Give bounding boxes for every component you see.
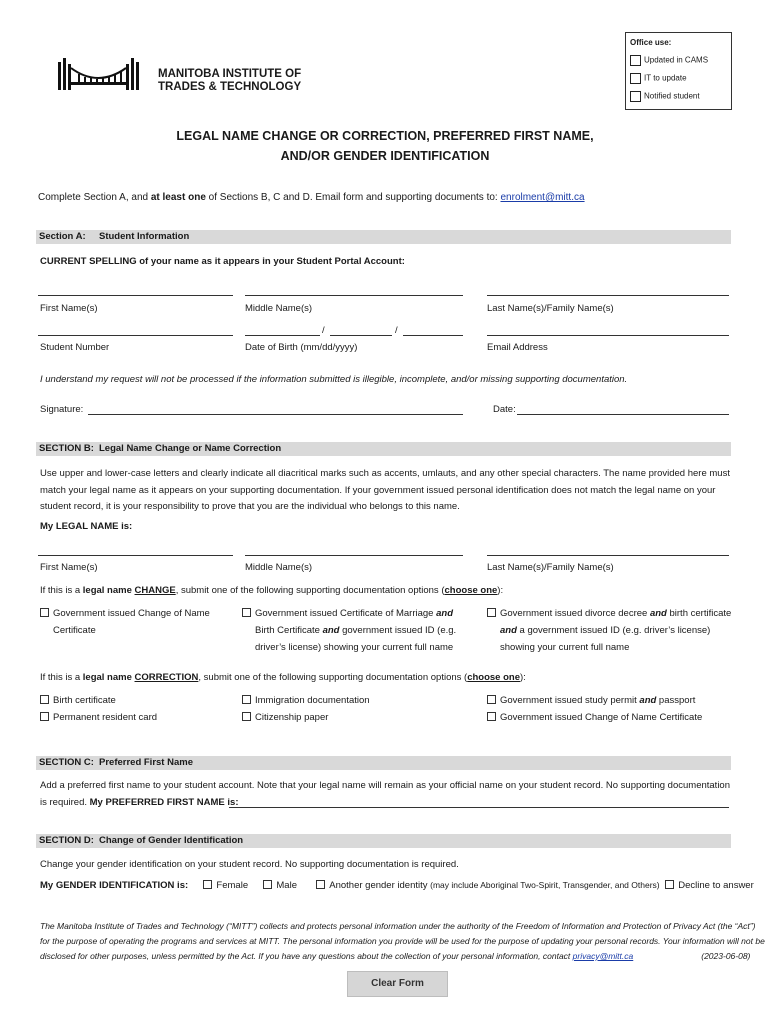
change-opt2-l2a: Birth Certificate (255, 625, 323, 636)
a-last-name-input[interactable] (487, 295, 729, 296)
dob-year-input[interactable] (403, 335, 463, 336)
correction-col2 (242, 692, 370, 726)
b-middle-name-label: Middle Name(s) (245, 562, 313, 573)
b-middle-name-input[interactable] (245, 555, 463, 556)
dob-month-input[interactable] (245, 335, 320, 336)
change-post: , submit one of the following supporting documentation options ( (175, 585, 445, 596)
corr-change-name-checkbox[interactable] (487, 712, 496, 721)
gender-decline-checkbox[interactable] (665, 880, 674, 889)
change-bold: legal name (82, 585, 135, 596)
section-c-heading: Preferred First Name (99, 757, 193, 768)
change-opt2-l2b: and (322, 625, 340, 636)
office-use-title: Office use: (630, 38, 672, 47)
change-keyword: CHANGE (134, 585, 176, 596)
corr-pr-card-label: Permanent resident card (53, 712, 158, 723)
dob-day-input[interactable] (330, 335, 392, 336)
dob-sep-1: / (322, 325, 325, 336)
corr-study-permit-c: passport (656, 695, 696, 706)
legal-correction-instruction (40, 672, 526, 683)
gender-female-checkbox[interactable] (203, 880, 212, 889)
section-b-header (36, 442, 731, 456)
email-address-input[interactable] (487, 335, 729, 336)
gender-male-checkbox[interactable] (263, 880, 272, 889)
change-opt3-l2b: and (500, 625, 517, 636)
gender-male-label: Male (276, 880, 297, 891)
office-item-notified: Notified student (644, 91, 700, 101)
section-b-instructions (40, 466, 730, 516)
corr-pre: If this is a (40, 672, 83, 683)
change-option-1 (40, 605, 210, 639)
student-number-label: Student Number (40, 342, 110, 353)
change-opt3-l1c: birth certificate (666, 608, 732, 619)
section-b-heading: Legal Name Change or Name Correction (99, 443, 282, 454)
section-c-para2 (40, 797, 239, 808)
org-name-line2: TRADES & TECHNOLOGY (158, 81, 302, 93)
legal-change-instruction (40, 585, 503, 596)
section-c-para2a: is required. (40, 797, 90, 808)
section-c-para1: Add a preferred first name to your student account. Note that your legal name will remain as your official name on your student record. No supporting documentation (40, 780, 731, 791)
enrolment-email-link[interactable]: enrolment@mitt.ca (500, 192, 585, 203)
privacy-line2: for the purpose of operating the programs and services at MITT. The personal information you provide will be used for the purpose of updating your personal records. Your information will not be (40, 936, 765, 946)
dob-label: Date of Birth (mm/dd/yyyy) (245, 342, 358, 353)
gender-label: My GENDER IDENTIFICATION is: (40, 880, 189, 891)
section-b-para1: Use upper and lower-case letters and clearly indicate all diacritical marks such as accents, umlauts, and any other special characters. The name provided here must (40, 468, 730, 479)
section-a-label: Section A: (39, 231, 86, 242)
change-opt2-checkbox[interactable] (242, 608, 251, 617)
gender-row (40, 880, 754, 891)
section-d-heading: Change of Gender Identification (99, 835, 244, 846)
change-opt3-l1b: and (649, 608, 667, 619)
intro-post: of Sections B, C and D. Email form and supporting documents to: (205, 192, 501, 203)
b-first-name-label: First Name(s) (40, 562, 98, 573)
a-first-name-input[interactable] (38, 295, 233, 296)
b-last-name-label: Last Name(s)/Family Name(s) (487, 562, 614, 573)
section-c-header (36, 756, 731, 770)
correction-col1 (40, 692, 157, 726)
intro-text (38, 192, 585, 203)
corr-immigration-checkbox[interactable] (242, 695, 251, 704)
privacy-line3: disclosed for other purposes, unless permitted by the Act. If you have any questions about the collection of your personal information, contact (40, 951, 573, 961)
a-last-name-label: Last Name(s)/Family Name(s) (487, 303, 614, 314)
section-b-label: SECTION B: (39, 443, 94, 454)
corr-study-permit-a: Government issued study permit (500, 695, 640, 706)
change-opt2-l3: driver’s license) showing your current full name (255, 642, 454, 653)
change-choose-one: choose one (444, 585, 498, 596)
preferred-name-label: My PREFERRED FIRST NAME is: (89, 797, 239, 808)
gender-other-note: (may include Aboriginal Two-Spirit, Transgender, and Others) (430, 880, 660, 890)
corr-bold: legal name (82, 672, 135, 683)
section-d-header (36, 834, 731, 848)
a-middle-name-input[interactable] (245, 295, 463, 296)
org-name (158, 68, 301, 94)
corr-citizenship-label: Citizenship paper (255, 712, 329, 723)
b-last-name-input[interactable] (487, 555, 729, 556)
change-opt3-l2c: a government issued ID (e.g. driver’s license) (516, 625, 711, 636)
section-d-label: SECTION D: (39, 835, 94, 846)
date-input[interactable] (517, 414, 729, 415)
gender-female-label: Female (216, 880, 249, 891)
date-label: Date: (493, 404, 516, 415)
office-item-it: IT to update (644, 73, 687, 83)
change-opt3-checkbox[interactable] (487, 608, 496, 617)
section-c-label: SECTION C: (39, 757, 94, 768)
change-close: ): (497, 585, 504, 596)
current-spelling-label: CURRENT SPELLING of your name as it appears in your Student Portal Account: (40, 256, 405, 267)
change-opt1-line1: Government issued Change of Name (53, 608, 210, 619)
corr-birth-cert-checkbox[interactable] (40, 695, 49, 704)
student-number-input[interactable] (38, 335, 233, 336)
office-use-box (625, 32, 732, 110)
corr-immigration-label: Immigration documentation (255, 695, 370, 706)
change-opt1-checkbox[interactable] (40, 608, 49, 617)
my-legal-name-label: My LEGAL NAME is: (40, 521, 133, 532)
corr-change-name-label: Government issued Change of Name Certificate (500, 712, 703, 723)
office-checkbox-cams[interactable] (630, 55, 641, 66)
change-opt3-l3: showing your current full name (500, 642, 630, 653)
signature-label: Signature: (40, 404, 84, 415)
form-title-line1: LEGAL NAME CHANGE OR CORRECTION, PREFERRED FIRST NAME, (176, 129, 594, 143)
gender-other-checkbox[interactable] (316, 880, 325, 889)
change-opt3-l1a: Government issued divorce decree (500, 608, 650, 619)
office-item-cams: Updated in CAMS (644, 55, 709, 65)
office-checkbox-notified[interactable] (630, 91, 641, 102)
corr-close: ): (520, 672, 526, 683)
section-b-para2: match your legal name as it appears on your supporting documentation. If your government issued personal identification does not match the legal name on your (40, 484, 716, 496)
section-a-heading: Student Information (99, 231, 190, 242)
clear-form-button[interactable]: Clear Form (347, 971, 448, 997)
intro-bold: at least one (150, 192, 206, 203)
change-opt2-l1a: Government issued Certificate of Marriage (255, 608, 437, 619)
privacy-notice (40, 919, 765, 964)
change-opt2-l2c: government issued ID (e.g. (339, 625, 457, 636)
section-a-header (36, 230, 731, 244)
change-option-2 (242, 605, 456, 656)
a-middle-name-label: Middle Name(s) (245, 303, 313, 314)
corr-birth-cert-label: Birth certificate (53, 695, 116, 706)
corr-study-permit-checkbox[interactable] (487, 695, 496, 704)
corr-post: , submit one of the following supporting documentation options ( (198, 672, 468, 683)
change-pre: If this is a (40, 585, 83, 596)
signature-input[interactable] (88, 414, 463, 415)
privacy-email-link[interactable]: privacy@mitt.ca (572, 951, 634, 961)
dob-sep-2: / (395, 325, 398, 336)
section-d-para: Change your gender identification on your student record. No supporting documentation is required. (40, 859, 459, 870)
org-name-line1: MANITOBA INSTITUTE OF (158, 68, 302, 80)
b-first-name-input[interactable] (38, 555, 233, 556)
form-revision-date: (2023-06-08) (701, 951, 751, 961)
change-opt2-l1b: and (436, 608, 453, 619)
corr-citizenship-checkbox[interactable] (242, 712, 251, 721)
gender-other-label: Another gender identity (329, 880, 428, 891)
email-address-label: Email Address (487, 342, 548, 353)
corr-pr-card-checkbox[interactable] (40, 712, 49, 721)
processing-notice: I understand my request will not be processed if the information submitted is illegible, incomplete, and/or missing supporting documentation. (40, 374, 628, 385)
intro-pre: Complete Section A, and (38, 192, 151, 203)
preferred-name-input[interactable] (229, 807, 729, 808)
mitt-logo-icon (56, 54, 151, 94)
a-first-name-label: First Name(s) (40, 303, 98, 314)
section-b-para3: student record, it is your responsibility to prove that you are the individual who belongs to this name. (40, 501, 460, 512)
change-option-3 (487, 605, 731, 656)
corr-keyword: CORRECTION (134, 672, 199, 683)
office-checkbox-it[interactable] (630, 73, 641, 84)
correction-col3 (487, 692, 702, 726)
form-title-line2: AND/OR GENDER IDENTIFICATION (280, 149, 490, 163)
privacy-line1: The Manitoba Institute of Trades and Technology (“MITT”) collects and protects personal information under the authority of the Freedom of Information and Protection of Privacy Act (the “Act”) (40, 921, 756, 931)
change-opt1-line2: Certificate (53, 625, 96, 636)
gender-decline-label: Decline to answer (678, 880, 754, 891)
corr-study-permit-b: and (639, 695, 657, 706)
corr-choose-one: choose one (467, 672, 520, 683)
